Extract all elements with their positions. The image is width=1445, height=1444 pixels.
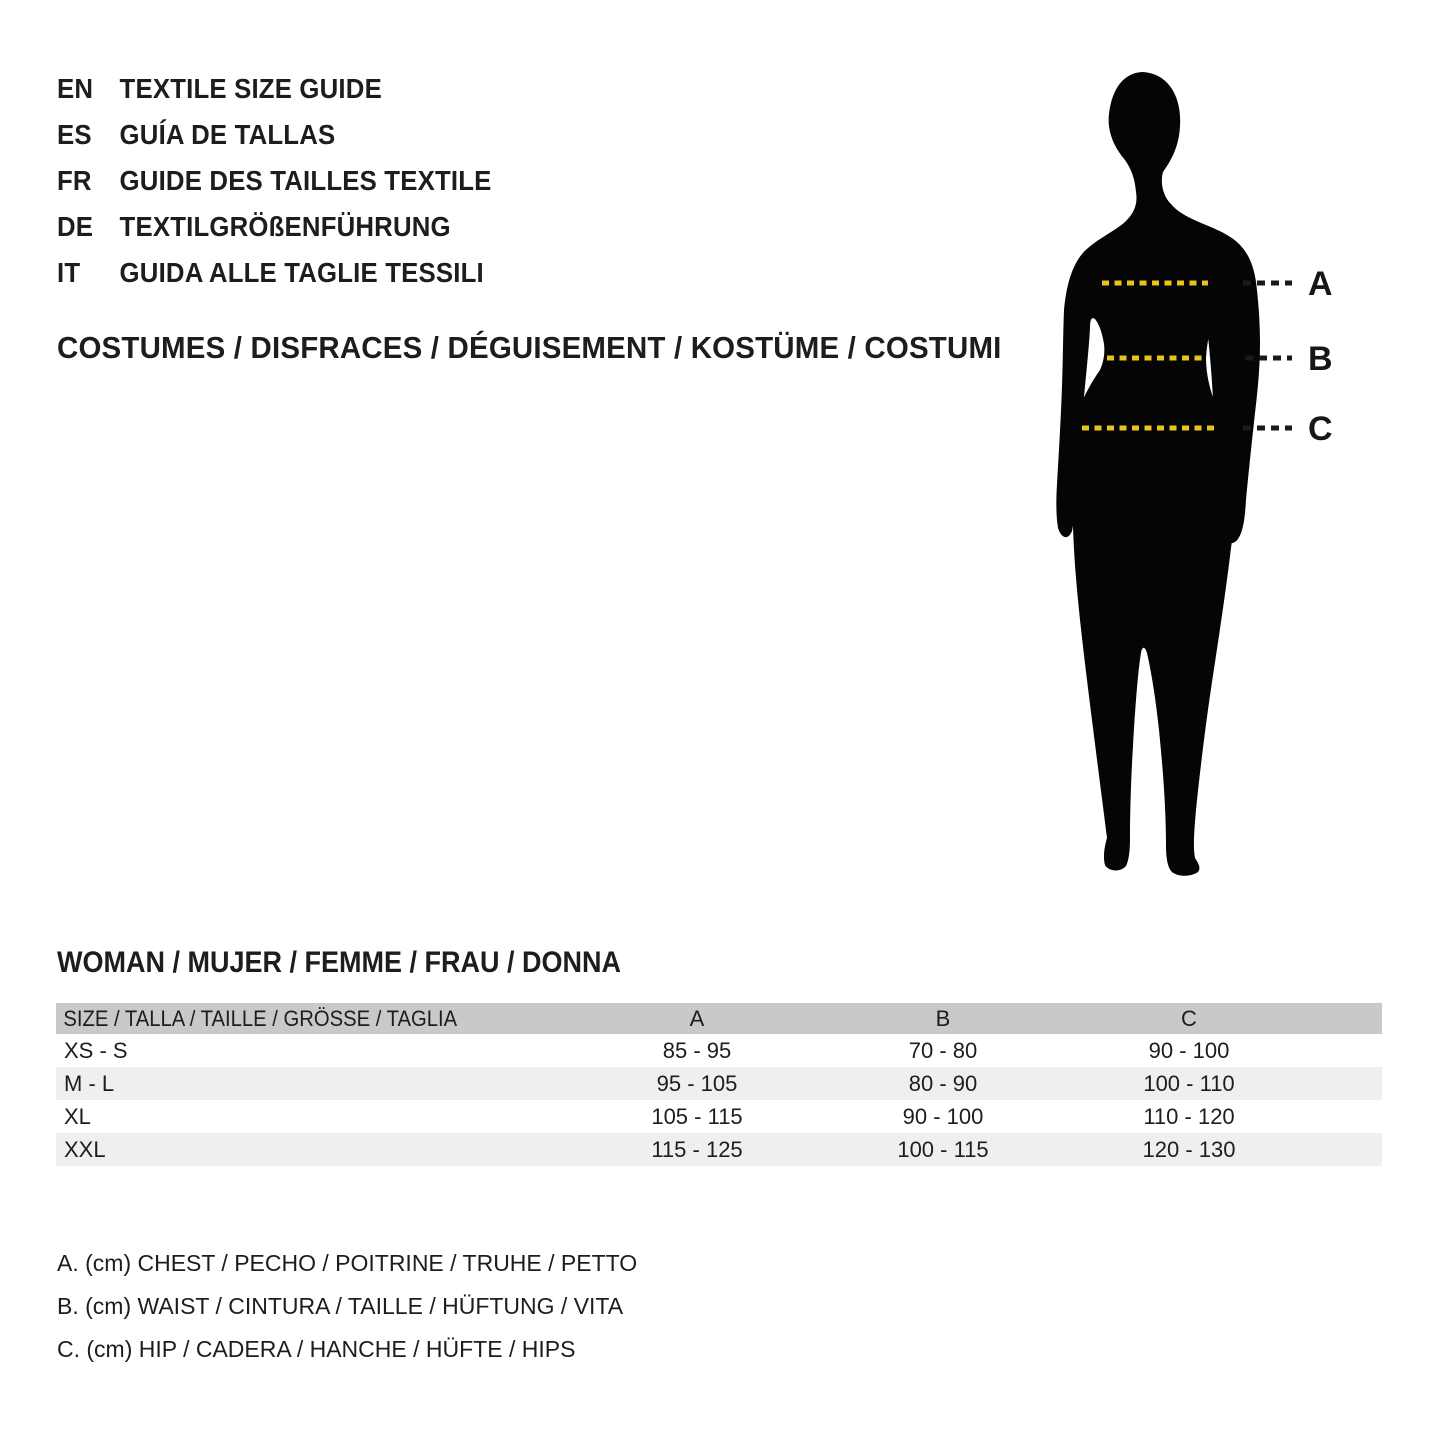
language-row-fr — [57, 158, 492, 204]
language-row-de — [57, 204, 492, 250]
value-cell-c: 110 - 120 — [1143, 1103, 1235, 1129]
value-cell-b: 90 - 100 — [902, 1103, 984, 1129]
language-row-en — [57, 66, 492, 112]
size-cell: XS - S — [64, 1037, 128, 1063]
table-row-xxl — [56, 1133, 1382, 1166]
size-cell: XL — [64, 1103, 91, 1129]
woman-silhouette-figure — [1020, 70, 1350, 880]
table-row-m-l — [56, 1067, 1382, 1100]
value-cell-a: 115 - 125 — [651, 1136, 743, 1162]
value-cell-b: 80 - 90 — [908, 1070, 978, 1096]
measure-label-a: A — [1308, 265, 1333, 303]
language-code: IT — [57, 257, 81, 288]
value-cell-b: 100 - 115 — [897, 1136, 989, 1162]
value-cell-c: 100 - 110 — [1143, 1070, 1235, 1096]
language-code: FR — [57, 165, 92, 196]
value-cell-a: 95 - 105 — [656, 1070, 738, 1096]
language-code: DE — [57, 211, 94, 242]
size-cell: M - L — [64, 1070, 115, 1096]
category-heading: COSTUMES / DISFRACES / DÉGUISEMENT / KOSTÜME / COSTUMI — [57, 330, 1002, 365]
legend-item-chest: A. (cm) CHEST / PECHO / POITRINE / TRUHE / PETTO — [57, 1250, 638, 1276]
language-label: GUIDE DES TAILLES TEXTILE — [119, 165, 492, 196]
table-header-col-a: A — [689, 1005, 705, 1031]
table-header-row — [56, 1003, 1382, 1034]
value-cell-c: 90 - 100 — [1148, 1037, 1230, 1063]
table-header-col-c: C — [1181, 1005, 1197, 1031]
measure-label-c: C — [1308, 410, 1333, 448]
value-cell-a: 105 - 115 — [651, 1103, 743, 1129]
measurement-legend — [57, 1242, 637, 1371]
value-cell-b: 70 - 80 — [908, 1037, 978, 1063]
measure-label-b: B — [1308, 340, 1333, 378]
value-cell-c: 120 - 130 — [1142, 1136, 1236, 1162]
language-guide-list — [57, 66, 529, 296]
value-cell-a: 85 - 95 — [662, 1037, 732, 1063]
size-cell: XXL — [64, 1136, 106, 1162]
language-row-es — [57, 112, 492, 158]
language-label: TEXTILGRÖßENFÜHRUNG — [119, 211, 451, 242]
section-title-woman: WOMAN / MUJER / FEMME / FRAU / DONNA — [57, 946, 621, 979]
language-label: GUIDA ALLE TAGLIE TESSILI — [119, 257, 484, 288]
table-row-xs-s — [56, 1034, 1382, 1067]
table-header-col-b: B — [935, 1005, 951, 1031]
language-code: ES — [57, 119, 92, 150]
table-row-xl — [56, 1100, 1382, 1133]
legend-item-waist: B. (cm) WAIST / CINTURA / TAILLE / HÜFTUNG / VITA — [57, 1293, 624, 1319]
language-label: TEXTILE SIZE GUIDE — [119, 73, 382, 104]
silhouette-shape — [1056, 72, 1260, 876]
table-header-size-label: SIZE / TALLA / TAILLE / GRÖSSE / TAGLIA — [63, 1005, 458, 1031]
language-label: GUÍA DE TALLAS — [119, 119, 336, 150]
language-row-it — [57, 250, 492, 296]
legend-item-hip: C. (cm) HIP / CADERA / HANCHE / HÜFTE / HIPS — [57, 1336, 576, 1362]
size-table — [56, 1003, 1382, 1166]
language-code: EN — [57, 73, 94, 104]
